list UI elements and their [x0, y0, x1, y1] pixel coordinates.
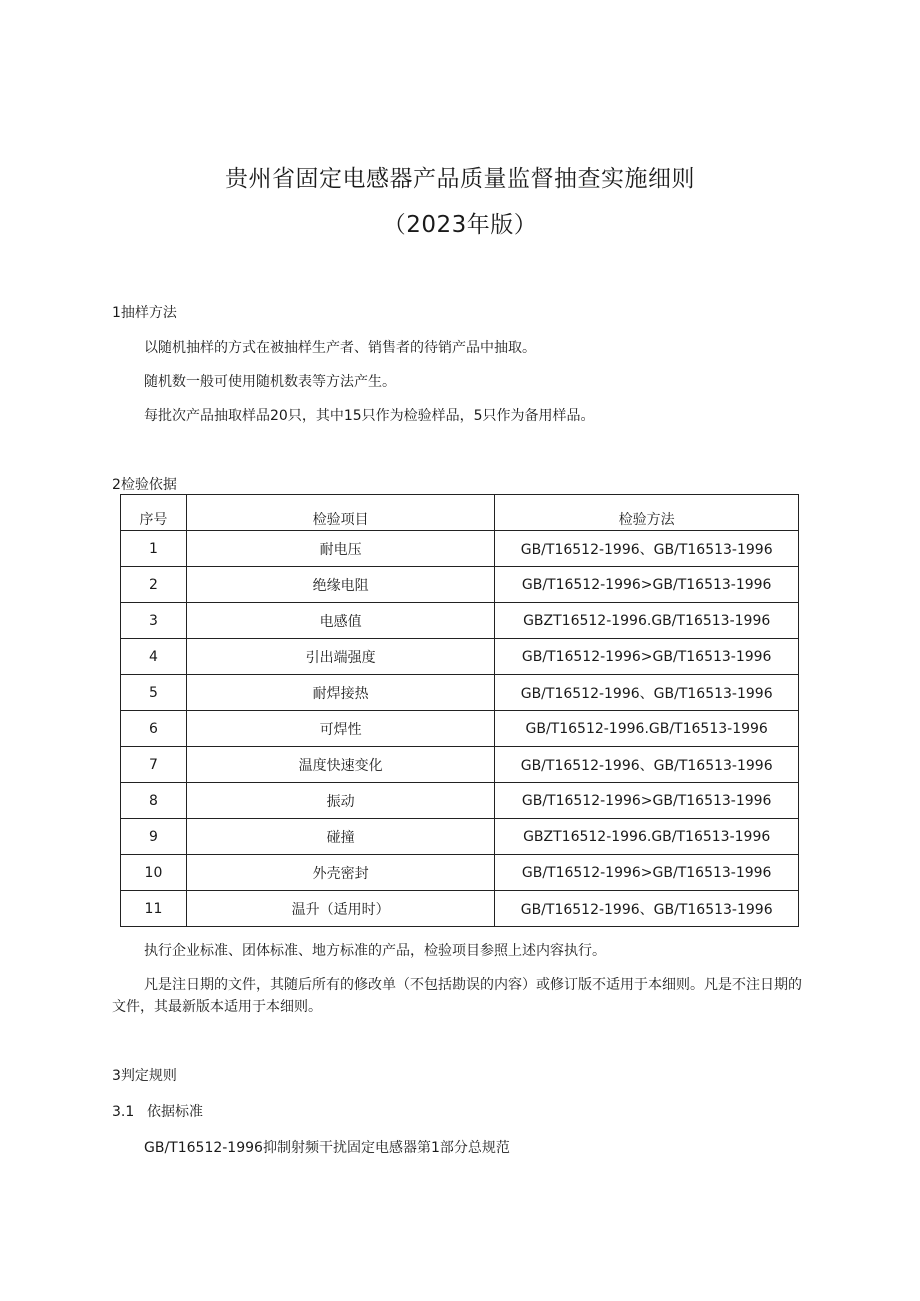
- document-title: 贵州省固定电感器产品质量监督抽查实施细则: [225, 166, 695, 192]
- inspection-table: [120, 494, 799, 927]
- section1-paragraph: 随机数一般可使用随机数表等方法产生。: [144, 374, 396, 390]
- table-row: [121, 747, 799, 783]
- section3-heading: 3判定规则: [112, 1068, 177, 1084]
- cell-method: GB/T16512-1996、GB/T16513-1996: [495, 531, 799, 567]
- cell-index: 10: [121, 855, 187, 891]
- table-row: [121, 891, 799, 927]
- cell-item: 外壳密封: [186, 855, 494, 891]
- cell-item: 耐电压: [186, 531, 494, 567]
- cell-item: 振动: [186, 783, 494, 819]
- table-row: [121, 783, 799, 819]
- section1-paragraph: 以随机抽样的方式在被抽样生产者、销售者的待销产品中抽取。: [144, 340, 536, 356]
- subsection-heading: 依据标准: [147, 1104, 203, 1120]
- cell-item: 引出端强度: [186, 639, 494, 675]
- cell-index: 4: [121, 639, 187, 675]
- cell-item: 可焊性: [186, 711, 494, 747]
- cell-method: GBZT16512-1996.GB/T16513-1996: [495, 819, 799, 855]
- table-row: [121, 711, 799, 747]
- cell-index: 8: [121, 783, 187, 819]
- document-edition: （2023年版）: [382, 212, 538, 238]
- subsection-number: 3.1: [112, 1104, 135, 1120]
- header-item: 检验项目: [186, 495, 494, 531]
- table-row: [121, 531, 799, 567]
- table-row: [121, 855, 799, 891]
- cell-method: GB/T16512-1996、GB/T16513-1996: [495, 675, 799, 711]
- cell-index: 3: [121, 603, 187, 639]
- section1-heading: 1抽样方法: [112, 305, 177, 321]
- table-row: [121, 567, 799, 603]
- cell-index: 2: [121, 567, 187, 603]
- cell-item: 耐焊接热: [186, 675, 494, 711]
- section2-note: 凡是注日期的文件，其随后所有的修改单（不包括勘误的内容）或修订版不适用于本细则。凡是不注日期的文件，其最新版本适用于本细则。: [112, 977, 802, 1015]
- table-header-row: [121, 495, 799, 531]
- cell-item: 温升（适用时）: [186, 891, 494, 927]
- cell-method: GBZT16512-1996.GB/T16513-1996: [495, 603, 799, 639]
- cell-item: 温度快速变化: [186, 747, 494, 783]
- cell-method: GB/T16512-1996.GB/T16513-1996: [495, 711, 799, 747]
- cell-item: 电感值: [186, 603, 494, 639]
- cell-index: 11: [121, 891, 187, 927]
- cell-item: 绝缘电阻: [186, 567, 494, 603]
- standard-reference: GB/T16512-1996抑制射频干扰固定电感器第1部分总规范: [144, 1140, 510, 1156]
- section2-note: 执行企业标准、团体标准、地方标准的产品，检验项目参照上述内容执行。: [144, 943, 606, 959]
- section2-heading: 2检验依据: [112, 477, 177, 493]
- cell-index: 5: [121, 675, 187, 711]
- cell-method: GB/T16512-1996>GB/T16513-1996: [495, 639, 799, 675]
- cell-index: 7: [121, 747, 187, 783]
- cell-index: 1: [121, 531, 187, 567]
- section1-paragraph: 每批次产品抽取样品20只，其中15只作为检验样品，5只作为备用样品。: [144, 408, 595, 424]
- table-row: [121, 603, 799, 639]
- cell-index: 9: [121, 819, 187, 855]
- header-method: 检验方法: [495, 495, 799, 531]
- cell-method: GB/T16512-1996>GB/T16513-1996: [495, 567, 799, 603]
- table-row: [121, 639, 799, 675]
- cell-method: GB/T16512-1996、GB/T16513-1996: [495, 747, 799, 783]
- cell-item: 碰撞: [186, 819, 494, 855]
- cell-method: GB/T16512-1996>GB/T16513-1996: [495, 855, 799, 891]
- table-row: [121, 819, 799, 855]
- cell-method: GB/T16512-1996、GB/T16513-1996: [495, 891, 799, 927]
- header-index: 序号: [121, 495, 187, 531]
- cell-index: 6: [121, 711, 187, 747]
- cell-method: GB/T16512-1996>GB/T16513-1996: [495, 783, 799, 819]
- table-row: [121, 675, 799, 711]
